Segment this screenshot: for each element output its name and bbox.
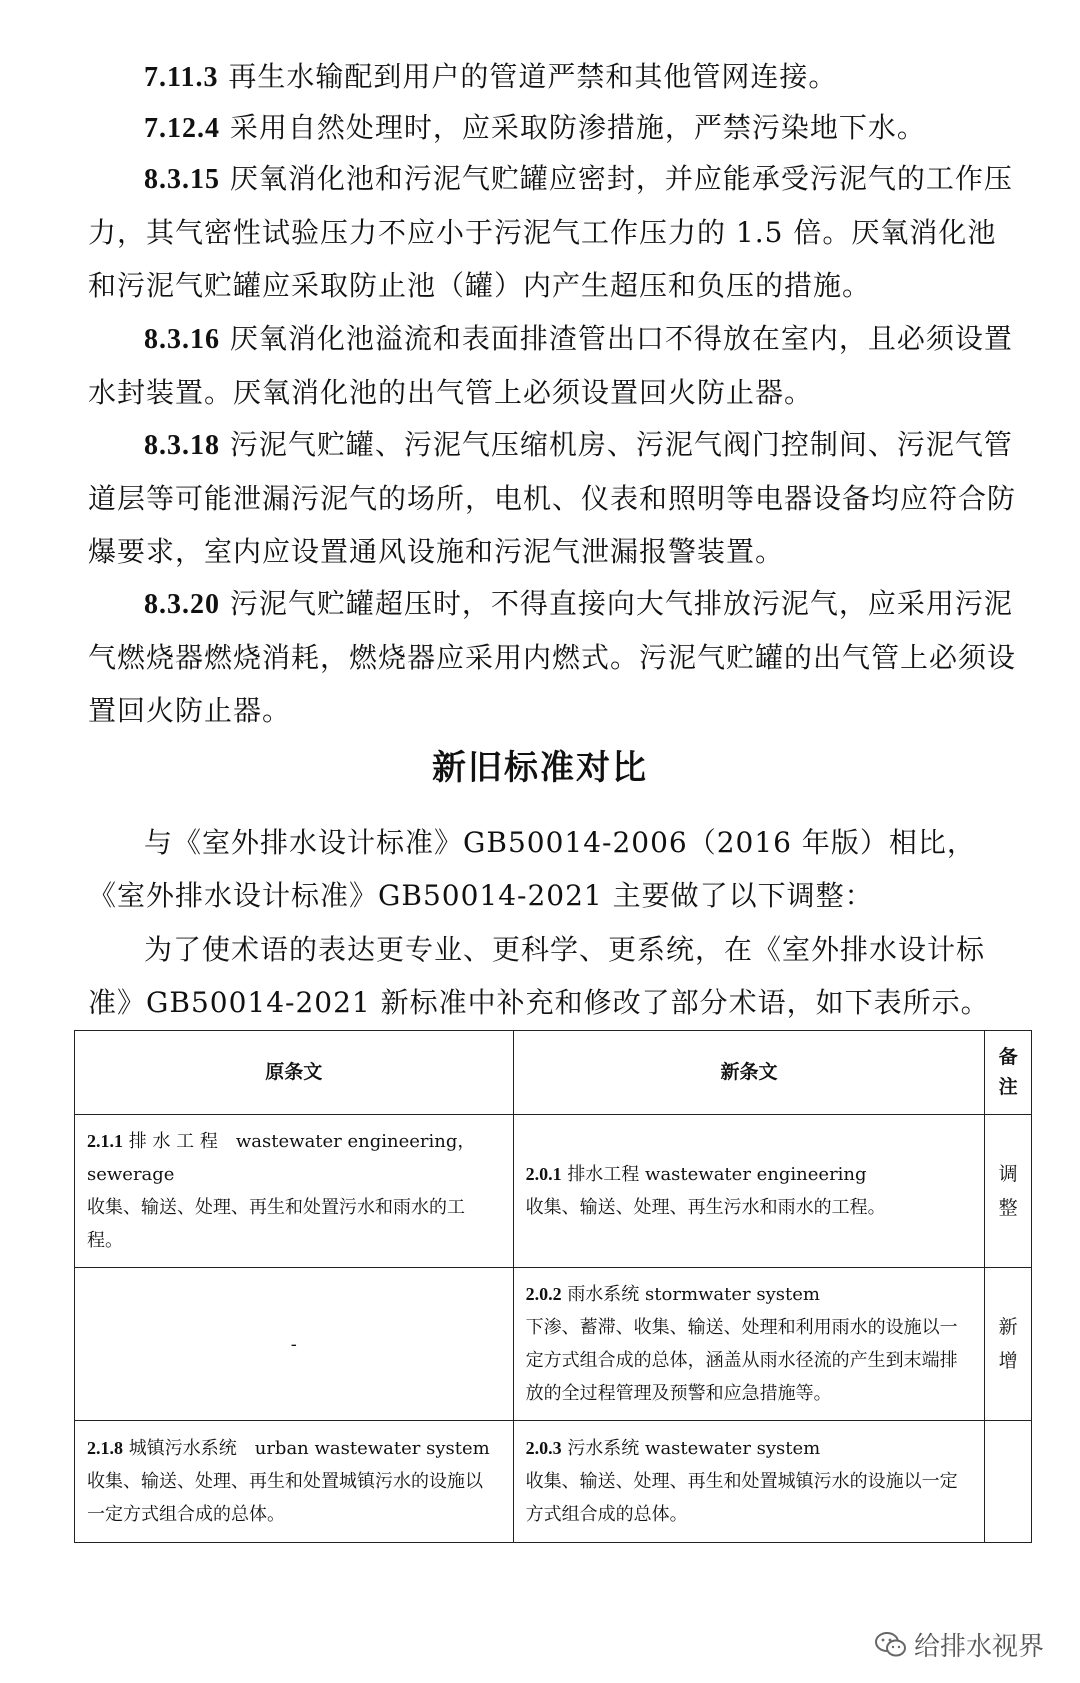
clause-text: 污泥气贮罐超压时，不得直接向大气排放污泥气，应采用污泥气燃烧器燃烧消耗，燃烧器应采用内燃式。污泥气贮罐的出气管上必须设置回火防止器。 bbox=[88, 587, 1017, 727]
note-text: 新增 bbox=[998, 1316, 1018, 1372]
new-clause-term: 排水工程 wastewater engineering bbox=[567, 1164, 867, 1185]
watermark bbox=[874, 1626, 1044, 1663]
old-clause-code: 2.1.8 bbox=[87, 1438, 123, 1458]
new-clause-description: 下渗、蓄滞、收集、输送、处理和利用雨水的设施以一定方式组合成的总体，涵盖从雨水径流的产生到末端排放的全过程管理及预警和应急措施等。 bbox=[525, 1317, 958, 1404]
old-clause-description: 收集、输送、处理、再生和处置污水和雨水的工程。 bbox=[87, 1197, 465, 1251]
watermark-text: 给排水视界 bbox=[913, 1632, 1044, 1662]
new-clause-description: 收集、输送、处理、再生污水和雨水的工程。 bbox=[525, 1197, 886, 1218]
new-clause-term: 污水系统 wastewater system bbox=[567, 1438, 821, 1459]
old-clause-description: 收集、输送、处理、再生和处置城镇污水的设施以一定方式组合成的总体。 bbox=[87, 1471, 483, 1525]
new-clause-description: 收集、输送、处理、再生和处置城镇污水的设施以一定方式组合成的总体。 bbox=[525, 1471, 958, 1525]
old-clause-term: 城镇污水系统 urban wastewater system bbox=[128, 1438, 490, 1459]
table-header-row bbox=[75, 1031, 1032, 1115]
table-row bbox=[75, 1421, 1032, 1543]
clause-number: 7.11.3 bbox=[144, 62, 219, 93]
clause-8-3-18 bbox=[88, 418, 1018, 578]
header-old-clause: 原条文 bbox=[75, 1031, 514, 1115]
clause-number: 8.3.20 bbox=[144, 589, 220, 620]
clause-number: 8.3.18 bbox=[144, 430, 220, 461]
table-row bbox=[75, 1268, 1032, 1421]
new-clause-code: 2.0.1 bbox=[525, 1164, 562, 1184]
section-title: 新旧标准对比 bbox=[432, 748, 648, 788]
clause-text: 再生水输配到用户的管道严禁和其他管网连接。 bbox=[228, 60, 838, 93]
old-clause-cell bbox=[75, 1421, 514, 1543]
clause-text: 厌氧消化池和污泥气贮罐应密封，并应能承受污泥气的工作压力，其气密性试验压力不应小于污泥气工作压力的 1.5 倍。厌氧消化池和污泥气贮罐应采取防止池（罐）内产生超压和负压的措施。 bbox=[88, 162, 1013, 302]
clause-7-12-4 bbox=[88, 101, 1018, 155]
clause-text: 污泥气贮罐、污泥气压缩机房、污泥气阀门控制间、污泥气管道层等可能泄漏污泥气的场所，电机、仪表和照明等电器设备均应符合防爆要求，室内应设置通风设施和污泥气泄漏报警装置。 bbox=[88, 428, 1017, 568]
clause-number: 8.3.16 bbox=[144, 324, 220, 355]
clause-8-3-16 bbox=[88, 312, 1018, 419]
header-new-clause: 新条文 bbox=[513, 1031, 985, 1115]
table-row bbox=[75, 1115, 1032, 1268]
new-clause-cell bbox=[513, 1268, 985, 1421]
terms-comparison-table bbox=[74, 1030, 1032, 1543]
clause-8-3-15 bbox=[88, 152, 1018, 312]
new-clause-code: 2.0.3 bbox=[525, 1438, 562, 1458]
old-clause-cell bbox=[75, 1268, 514, 1421]
clause-number: 7.12.4 bbox=[144, 113, 220, 144]
note-cell bbox=[985, 1115, 1032, 1268]
clause-text: 厌氧消化池溢流和表面排渣管出口不得放在室内，且必须设置水封装置。厌氧消化池的出气管上必须设置回火防止器。 bbox=[88, 322, 1013, 409]
header-note: 备注 bbox=[985, 1031, 1032, 1115]
intro-paragraph-1: 与《室外排水设计标准》GB50014-2006（2016 年版）相比，《室外排水设计标准》GB50014-2021 主要做了以下调整： bbox=[88, 826, 976, 912]
note-cell bbox=[985, 1268, 1032, 1421]
old-clause-empty-dash: - bbox=[290, 1333, 297, 1355]
clause-7-11-3 bbox=[88, 50, 1018, 104]
old-clause-term: 排 水 工 程 wastewater engineering，sewerage bbox=[87, 1131, 476, 1185]
clause-text: 采用自然处理时，应采取防渗措施，严禁污染地下水。 bbox=[229, 111, 926, 144]
note-cell bbox=[985, 1421, 1032, 1543]
note-text: 调整 bbox=[998, 1163, 1018, 1219]
new-clause-code: 2.0.2 bbox=[525, 1284, 562, 1304]
new-clause-cell bbox=[513, 1421, 985, 1543]
new-clause-cell bbox=[513, 1115, 985, 1268]
old-clause-code: 2.1.1 bbox=[87, 1131, 123, 1151]
old-clause-cell bbox=[75, 1115, 514, 1268]
wechat-icon bbox=[874, 1631, 908, 1659]
clause-8-3-20 bbox=[88, 577, 1018, 737]
intro-paragraph-2: 为了使术语的表达更专业、更科学、更系统，在《室外排水设计标准》GB50014-2021 新标准中补充和修改了部分术语，如下表所示。 bbox=[88, 933, 990, 1019]
new-clause-term: 雨水系统 stormwater system bbox=[567, 1284, 820, 1305]
clause-number: 8.3.15 bbox=[144, 164, 220, 195]
